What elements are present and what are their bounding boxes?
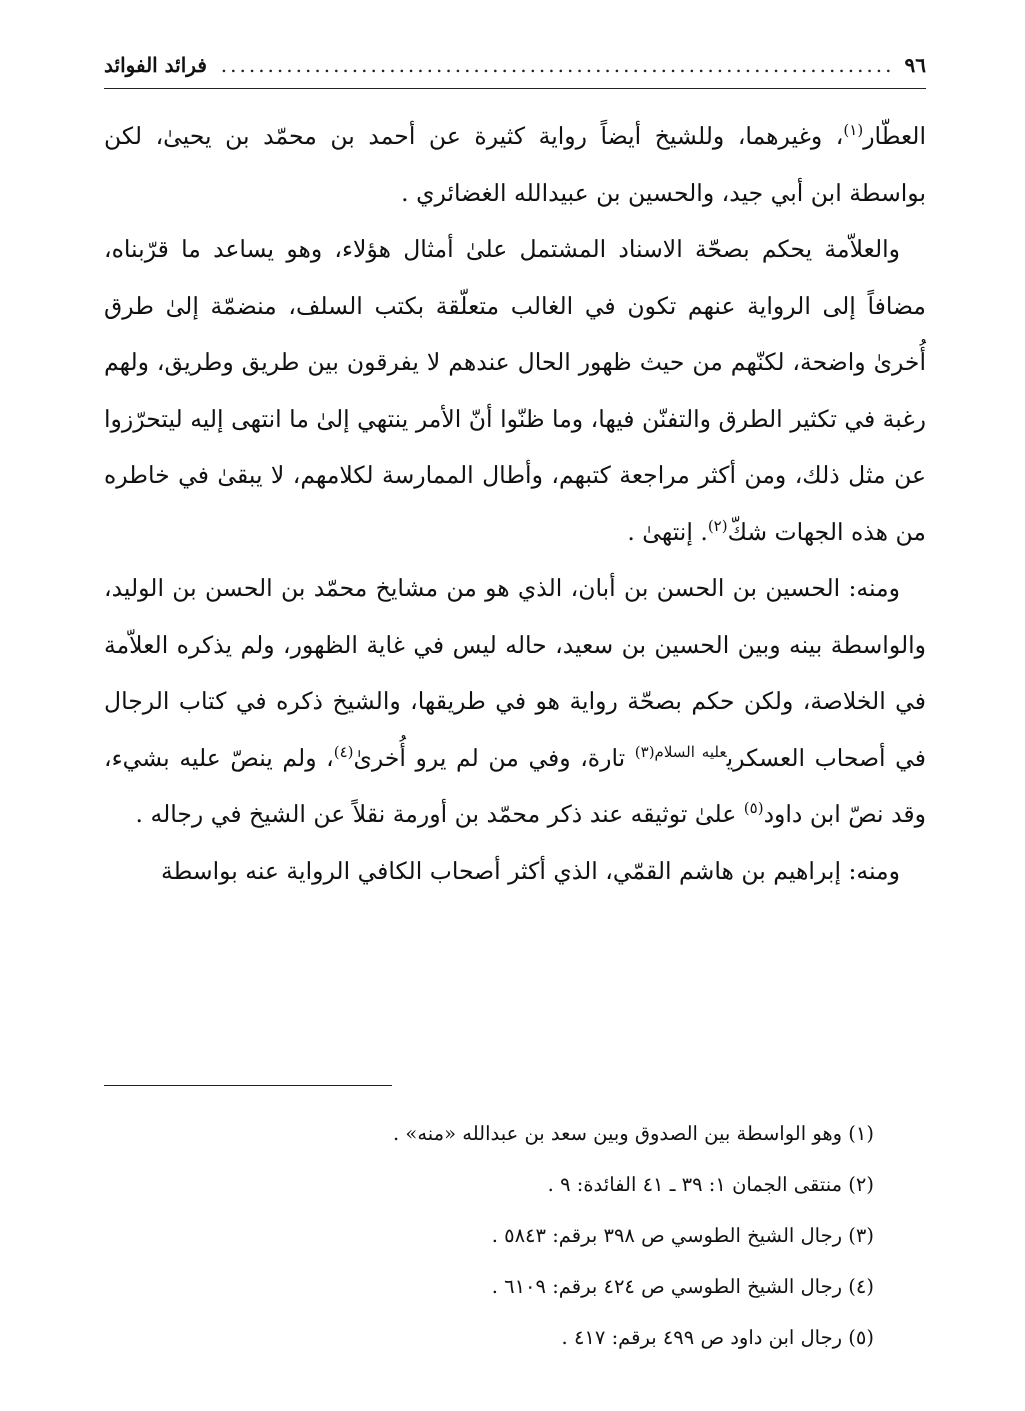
paragraph: [104, 108, 926, 221]
paragraph-text: . إنتهىٰ .: [627, 517, 708, 546]
footnote-marker: عليه السلام: [654, 742, 727, 761]
running-header: [104, 42, 926, 89]
paragraph: [104, 221, 926, 560]
book-page: [104, 30, 926, 1380]
paragraph-text: ومنه: إبراهيم بن هاشم القمّي، الذي أكثر أصحاب الكافي الرواية عنه بواسطة: [161, 856, 900, 885]
paragraph-text: ، وغيرهما، وللشيخ أيضاً رواية كثيرة عن أحمد بن محمّد بن يحيىٰ، لكن بواسطة ابن أبي جيد، والحسين بن عبيدالله الغضائري .: [104, 122, 926, 207]
paragraph-text: تارة، وفي من لم يرو أُخرىٰ: [353, 743, 635, 772]
footnote-2: (٢) منتقى الجمان ١: ٣٩ ـ ٤١ الفائدة: ٩ .: [547, 1173, 874, 1196]
footnote-marker: (٣): [634, 742, 655, 761]
footnote-1: (١) وهو الواسطة بين الصدوق وبين سعد بن عبدالله «منه» .: [393, 1122, 874, 1145]
footnote-marker: (٢): [707, 516, 728, 535]
footnote-separator: [104, 1085, 392, 1086]
footnote-5: (٥) رجال ابن داود ص ٤٩٩ برقم: ٤١٧ .: [561, 1326, 874, 1349]
footnote-marker: (١): [843, 121, 864, 140]
paragraph-text: والعلاّمة يحكم بصحّة الاسناد المشتمل علىٰ أمثال هؤلاء، وهو يساعد ما قرّبناه، مضافاً إلى الرواية عنهم تكون في الغالب متعلّقة بكتب السلف، منضمّة إلىٰ طرق أُخرىٰ واضحة، لكنّهم من حيث ظهور الحال عندهم لا يفرقون بين طريق وطريق، ولهم رغبة في تكثير الطرق والتفنّن فيها، وما ظنّوا أنّ الأمر ينتهي إلىٰ ما انتهى إليه ليتحرّزوا عن مثل ذلك، ومن أكثر مراجعة كتبهم، وأطال الممارسة لكلامهم، لا يبقىٰ في خاطره من هذه الجهات شكّ: [104, 235, 926, 546]
body-text: [104, 108, 926, 899]
page-number: ٩٦: [904, 53, 926, 77]
footnotes: [104, 1108, 874, 1363]
paragraph-text: ، ولم ينصّ عليه بشيء، وقد نصّ ابن داود: [104, 743, 926, 828]
paragraph-text: ومنه: الحسين بن الحسن بن أبان، الذي هو من مشايخ محمّد بن الحسن بن الوليد، والواسطة بينه وبين الحسين بن سعيد، حاله ليس في غاية الظهور، ولم يذكره العلاّمة في الخلاصة، ولكن حكم بصحّة رواية هو في طريقها، والشيخ ذكره في كتاب الرجال في أصحاب العسكري: [104, 574, 926, 772]
footnote-3: (٣) رجال الشيخ الطوسي ص ٣٩٨ برقم: ٥٨٤٣ .: [491, 1224, 874, 1247]
footnote-marker: (٥): [743, 799, 764, 818]
book-title: فرائد الفوائد: [104, 53, 207, 77]
footnote-4: (٤) رجال الشيخ الطوسي ص ٤٢٤ برقم: ٦١٠٩ .: [491, 1275, 874, 1298]
paragraph-text: علىٰ توثيقه عند ذكر محمّد بن أورمة نقلاً عن الشيخ في رجاله .: [135, 800, 744, 828]
paragraph: [104, 843, 926, 900]
footnote-marker: (٤): [333, 742, 354, 761]
header-leader-dots: [217, 53, 895, 77]
paragraph-text: العطّار: [863, 122, 926, 150]
paragraph: [104, 560, 926, 843]
